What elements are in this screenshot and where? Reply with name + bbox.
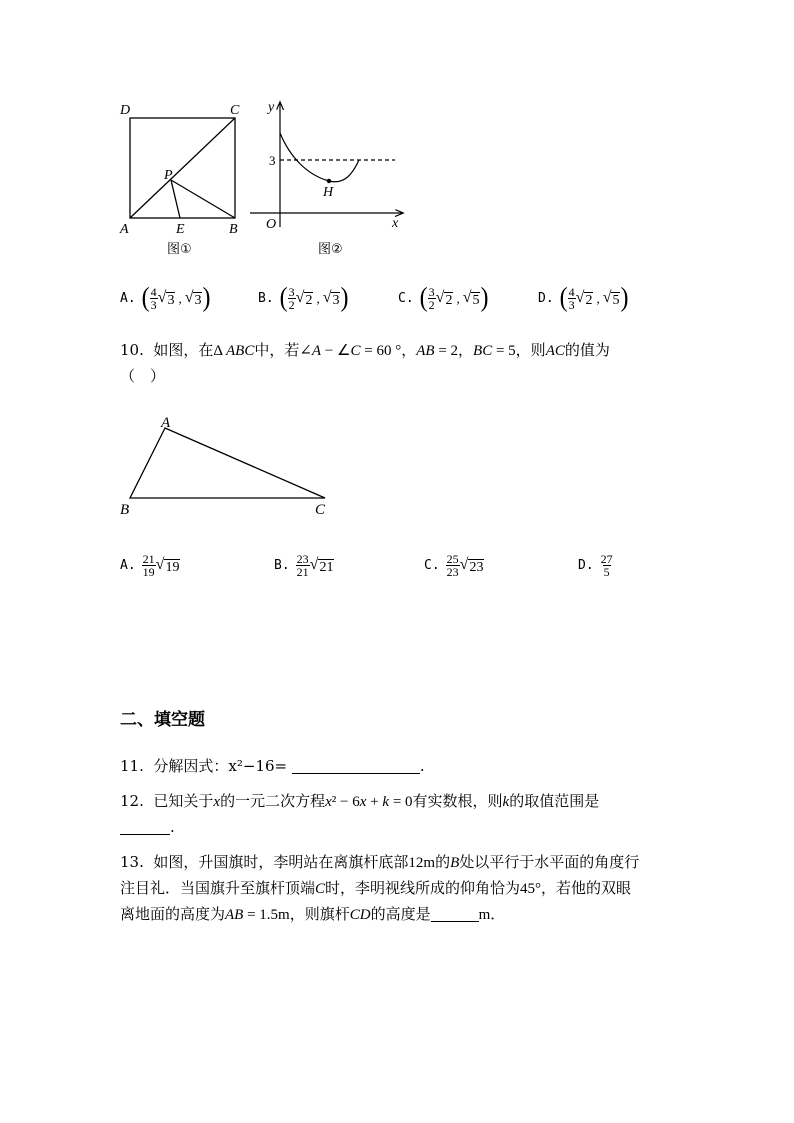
q9-choice-a[interactable]	[120, 282, 211, 313]
comma: ,	[456, 290, 460, 306]
fraction: $\frac{25}{23}$	[446, 552, 459, 579]
figure-triangle-abc	[115, 410, 340, 520]
segment-pb	[171, 180, 235, 218]
choice-letter: D.	[578, 558, 594, 573]
caption-fig2: 图②	[318, 242, 343, 257]
sqrt: √ 5	[602, 288, 620, 308]
question-12	[120, 789, 680, 840]
label-a: A	[120, 222, 129, 237]
q10-line1: 10. 如图，在Δ ABC中，若∠A − ∠C = 60 °，AB = 2，BC = 5，则AC的值为	[120, 341, 610, 359]
point-h	[327, 179, 331, 183]
label-b: B	[229, 222, 238, 237]
choice-letter: D.	[538, 291, 554, 306]
q10-choice-a[interactable]	[120, 553, 180, 578]
label-c: C	[230, 103, 240, 118]
q13-line1: 13. 如图，升国旗时，李明站在离旗杆底部12m的B处以平行于水平面的角度行	[120, 853, 640, 871]
label-d: D	[120, 103, 131, 118]
label-x: x	[392, 216, 399, 231]
sqrt: √ 5	[462, 288, 480, 308]
q10-choice-d[interactable]	[578, 553, 614, 578]
label-p: P	[164, 168, 173, 183]
choice-letter: B.	[274, 558, 290, 573]
right-paren: )	[202, 282, 211, 313]
q10-answer-paren: （ ）	[120, 367, 166, 385]
label-y: y	[268, 100, 275, 115]
fraction: $\frac{3}{2}$	[428, 285, 435, 312]
fraction: $\frac{21}{19}$	[142, 552, 155, 579]
comma: ,	[178, 290, 182, 306]
choice-letter: A.	[120, 291, 136, 306]
section-heading: 二、填空题	[120, 710, 205, 730]
curve	[280, 133, 359, 182]
fraction: $\frac{4}{3}$	[150, 285, 157, 312]
diagonal-ac	[130, 118, 235, 218]
question-11: 11. 分解因式：x²−16= .	[120, 757, 425, 775]
sqrt: √ 2	[575, 288, 593, 308]
left-paren: (	[419, 282, 428, 313]
q13-line2: 注目礼．当国旗升至旗杆顶端C时，李明视线所成的仰角恰为45°，若他的双眼	[120, 879, 632, 897]
fraction: $\frac{3}{2}$	[288, 285, 295, 312]
q9-choice-c[interactable]	[398, 282, 489, 313]
q10-choices	[0, 553, 794, 593]
question-13	[120, 850, 680, 928]
choice-letter: A.	[120, 558, 136, 573]
fraction: $\frac{23}{21}$	[296, 552, 309, 579]
label-h: H	[323, 185, 334, 200]
fraction: $\frac{27}{5}$	[600, 552, 613, 579]
figure-square-abcd	[115, 98, 245, 263]
q12-line2: .	[120, 815, 680, 840]
answer-blank[interactable]	[120, 818, 170, 835]
triangle	[130, 428, 325, 498]
right-paren: )	[620, 282, 629, 313]
right-paren: )	[340, 282, 349, 313]
sqrt: √ 3	[322, 288, 340, 308]
label-b: B	[120, 502, 130, 518]
label-c: C	[315, 502, 326, 518]
right-paren: )	[480, 282, 489, 313]
comma: ,	[596, 290, 600, 306]
sqrt: √ 19	[155, 555, 180, 575]
q10-choice-c[interactable]	[424, 553, 484, 578]
choice-letter: B.	[258, 291, 274, 306]
answer-blank[interactable]	[292, 757, 420, 774]
sqrt: √ 3	[157, 288, 175, 308]
label-e: E	[176, 222, 185, 237]
label-3: 3	[269, 153, 276, 168]
segment-pe	[171, 180, 180, 218]
q9-choice-b[interactable]	[258, 282, 349, 313]
comma: ,	[316, 290, 320, 306]
answer-blank[interactable]	[431, 905, 479, 922]
label-a: A	[161, 415, 171, 431]
sqrt: √ 2	[435, 288, 453, 308]
choice-letter: C.	[424, 558, 440, 573]
q10-choice-b[interactable]	[274, 553, 334, 578]
sqrt: √ 21	[309, 555, 334, 575]
left-paren: (	[141, 282, 150, 313]
question-10	[120, 338, 680, 389]
sqrt: √ 23	[459, 555, 484, 575]
q9-choices	[0, 282, 794, 325]
q12-line1: 12. 已知关于x的一元二次方程x² − 6x + k = 0有实数根，则k的取值范围是	[120, 792, 600, 810]
left-paren: (	[559, 282, 568, 313]
q9-choice-d[interactable]	[538, 282, 629, 313]
choice-letter: C.	[398, 291, 414, 306]
sqrt: √ 3	[184, 288, 202, 308]
q13-line3: 离地面的高度为AB = 1.5m，则旗杆CD的高度是 m．	[120, 905, 506, 923]
left-paren: (	[279, 282, 288, 313]
fraction: $\frac{4}{3}$	[568, 285, 575, 312]
figure-graph	[245, 95, 415, 263]
sqrt: √ 2	[295, 288, 313, 308]
label-o: O	[266, 217, 277, 232]
caption-fig1: 图①	[167, 242, 192, 257]
